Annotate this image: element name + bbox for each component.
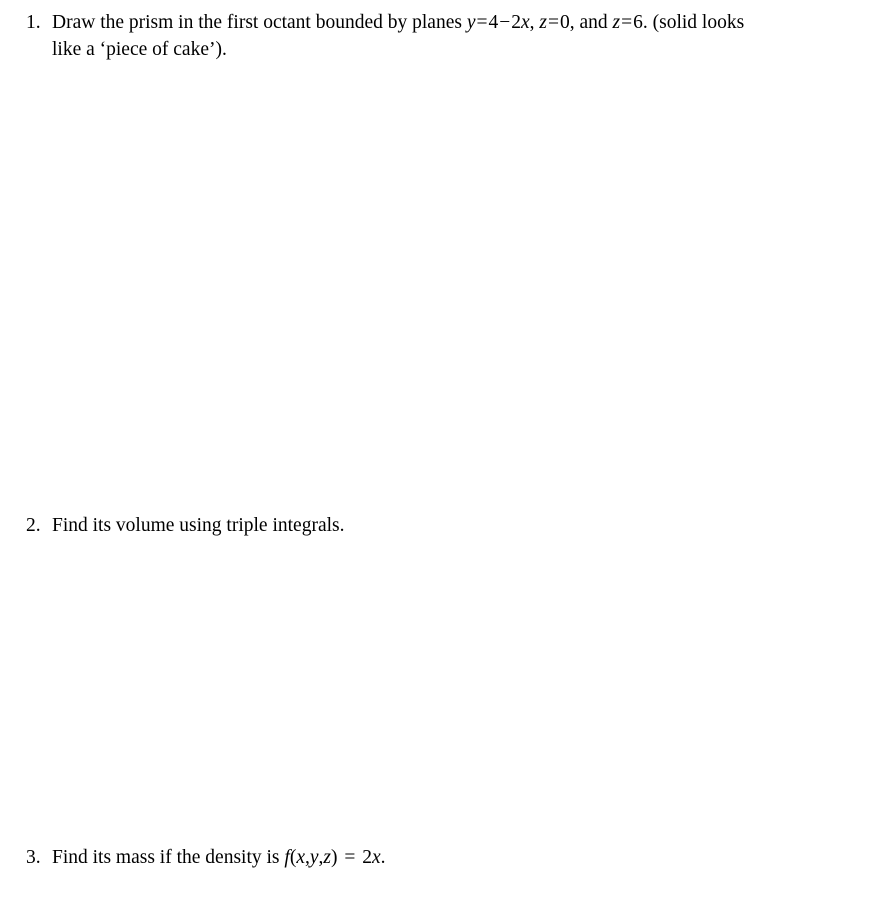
equation-plane-z6: z=6 — [612, 12, 643, 33]
problem-1 — [26, 9, 744, 63]
problem-3-text: Find its mass if the density is — [52, 847, 280, 868]
problem-2-number: 2. — [26, 515, 41, 536]
problem-1-text: Draw the prism in the first octant bounded by planes — [52, 12, 462, 33]
density-function: f(x,y,z) = 2x — [284, 847, 381, 868]
equation-plane-z0: z=0 — [539, 12, 570, 33]
problem-1-line-1: 1. Draw the prism in the first octant bounded by planes y=4−2x, z=0, and z=6. (solid looks — [26, 9, 744, 36]
and-word: and — [579, 12, 608, 33]
problem-1-parenthetical: (solid looks — [652, 12, 745, 33]
problem-1-line-2: like a ‘piece of cake’). — [52, 39, 227, 60]
problem-2 — [26, 512, 344, 539]
problem-1-number: 1. — [26, 12, 41, 33]
problem-3: 3. Find its mass if the density is f(x,y,z) = 2x. — [26, 844, 386, 871]
problem-2-text: Find its volume using triple integrals. — [52, 515, 345, 536]
problem-3-number: 3. — [26, 847, 41, 868]
equation-plane-y: y=4−2x — [466, 12, 530, 33]
